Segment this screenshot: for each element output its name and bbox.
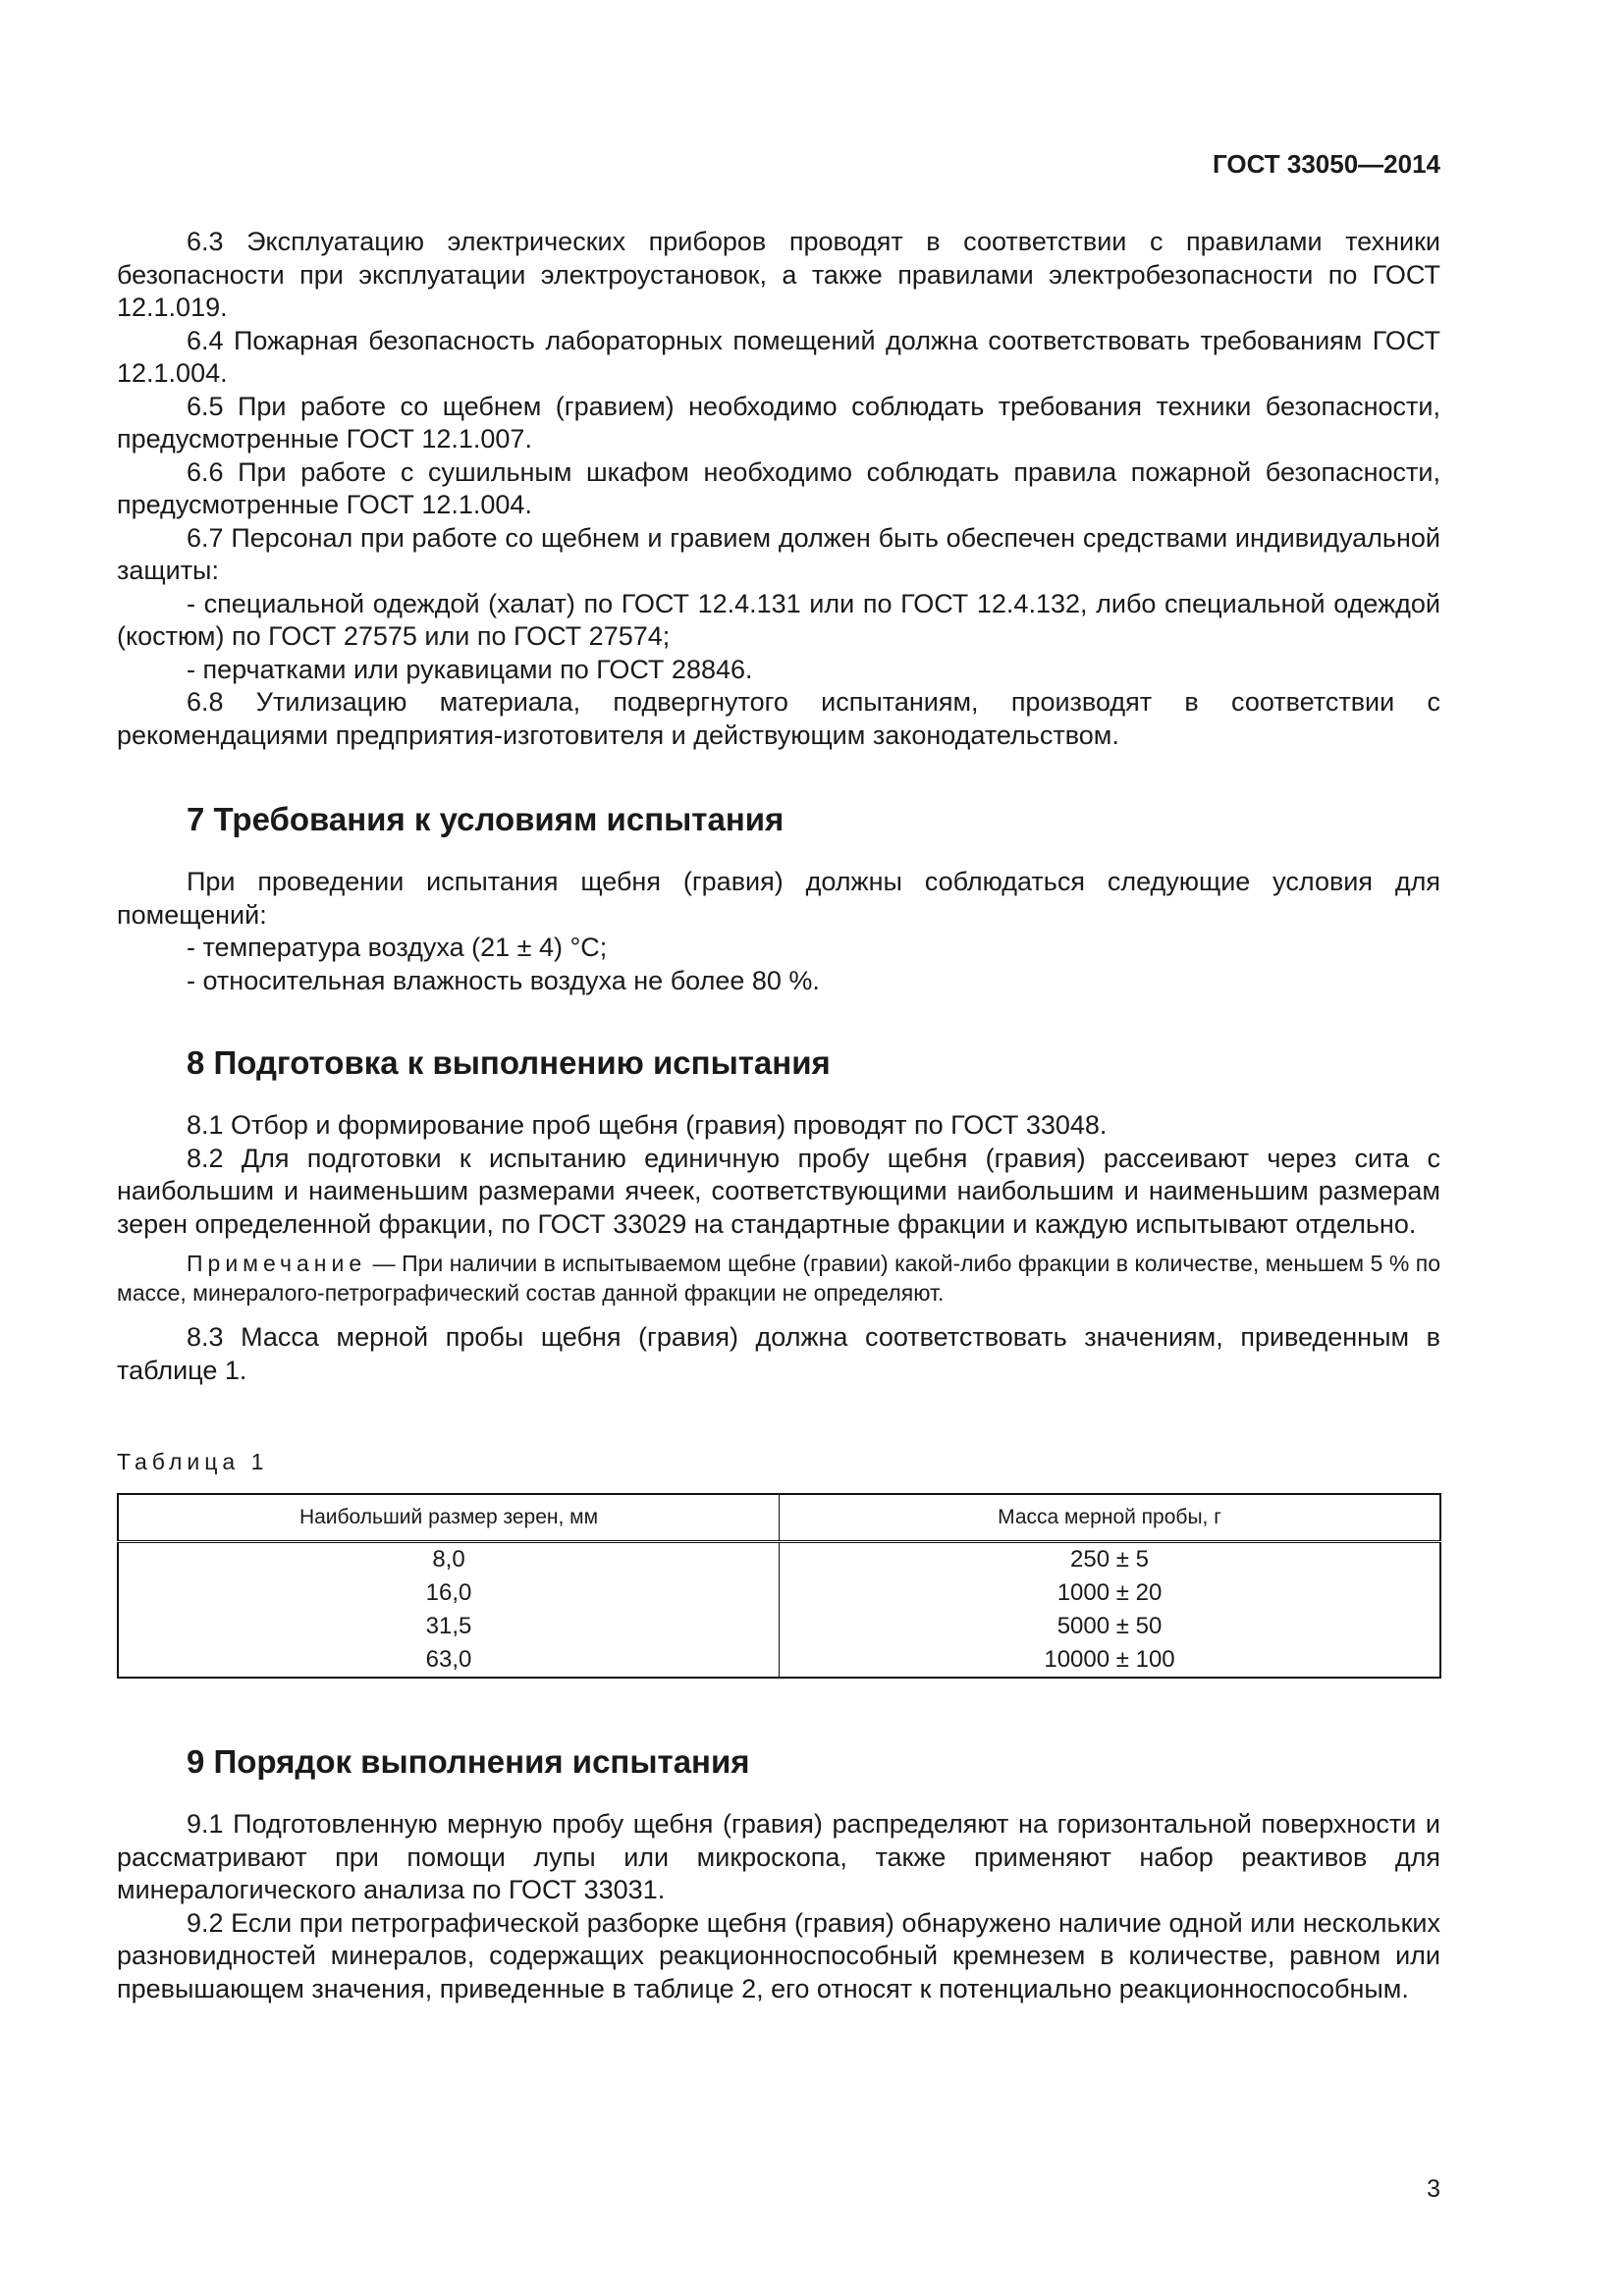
table-body-row [118, 1542, 1440, 1679]
note [117, 1249, 1440, 1308]
paragraph-6-5: 6.5 При работе со щебнем (гравием) необходимо соблюдать требования техники безопасности, предусмотренные ГОСТ 12.1.007. [117, 391, 1440, 454]
condition-humidity: - относительная влажность воздуха не более 80 %. [187, 965, 820, 995]
paragraph-6-4: 6.4 Пожарная безопасность лабораторных помещений должна соответствовать требованиям ГОСТ 12.1.004. [117, 325, 1440, 388]
table-cell-mass: 5000 ± 50 [1056, 1613, 1163, 1639]
table-1-caption: Таблица 1 [117, 1449, 269, 1474]
paragraph-6-7: 6.7 Персонал при работе со щебнем и гравием должен быть обеспечен средствами индивидуальной защиты: [117, 522, 1440, 585]
table-header-row [118, 1494, 1440, 1542]
list-item-gloves: - перчатками или рукавицами по ГОСТ 28846. [187, 654, 753, 684]
section-8-body [117, 1109, 1440, 1387]
section-9-heading: 9 Порядок выполнения испытания [187, 1743, 750, 1780]
section-7-heading: 7 Требования к условиям испытания [187, 801, 785, 837]
table-cell-size: 8,0 [432, 1546, 465, 1573]
list-item-clothing: - специальной одеждой (халат) по ГОСТ 12.4.131 или по ГОСТ 12.4.132, либо специальной одеждой (костюм) по ГОСТ 27575 или по ГОСТ 27574; [117, 588, 1440, 651]
table-cell-mass: 250 ± 5 [1070, 1546, 1149, 1573]
section-9-body [117, 1808, 1440, 2005]
document-id-header: ГОСТ 33050—2014 [1213, 149, 1440, 179]
paragraph-6-3: 6.3 Эксплуатацию электрических приборов проводят в соответствии с правилами техники безопасности при эксплуатации электроустановок, а также правилами электробезопасности по ГОСТ 12.1.019. [117, 227, 1440, 322]
table-cell-mass: 1000 ± 20 [1056, 1579, 1163, 1606]
table-cell-size: 31,5 [425, 1613, 472, 1639]
paragraph-8-1: 8.1 Отбор и формирование проб щебня (гравия) проводят по ГОСТ 33048. [187, 1110, 1108, 1140]
note-label: Примечание [187, 1251, 367, 1276]
grain-size-column [118, 1542, 780, 1679]
paragraph-6-8: 6.8 Утилизацию материала, подвергнутого испытаниям, производят в соответствии с рекомендациями предприятия-изготовителя и действующим законодательством. [117, 687, 1440, 750]
note-text: — При наличии в испытываемом щебне (гравии) какой-либо фракции в количестве, меньшем 5 % по массе, минералого-петрографический состав данной фракции не определяют. [117, 1251, 1440, 1306]
paragraph-8-2: 8.2 Для подготовки к испытанию единичную пробу щебня (гравия) рассеивают через сита с наибольшим и наименьшим размерами ячеек, соответствующими наибольшим и наименьшим размерам зерен определенной фракции, по ГОСТ 33029 на стандартные фракции и каждую испытывают отдельно. [117, 1143, 1440, 1239]
paragraph-8-3: 8.3 Масса мерной пробы щебня (гравия) должна соответствовать значениям, приведенным в таблице 1. [117, 1322, 1440, 1385]
section-7-intro: При проведении испытания щебня (гравия) должны соблюдаться следующие условия для помещений: [117, 867, 1440, 930]
table-cell-size: 63,0 [425, 1646, 472, 1673]
page-number: 3 [1427, 2175, 1440, 2203]
column-header-sample-mass: Масса мерной пробы, г [780, 1494, 1441, 1542]
table-cell-size: 16,0 [425, 1579, 472, 1606]
column-header-grain-size: Наибольший размер зерен, мм [118, 1494, 780, 1542]
section-8-heading: 8 Подготовка к выполнению испытания [187, 1044, 831, 1081]
section-7-body [117, 866, 1440, 997]
section-6-body [117, 226, 1440, 752]
table-cell-mass: 10000 ± 100 [1044, 1646, 1175, 1673]
condition-temperature: - температура воздуха (21 ± 4) °С; [187, 933, 608, 962]
paragraph-6-6: 6.6 При работе с сушильным шкафом необходимо соблюдать правила пожарной безопасности, предусмотренные ГОСТ 12.1.004. [117, 456, 1440, 519]
sample-mass-column [780, 1542, 1441, 1679]
paragraph-9-2: 9.2 Если при петрографической разборке щебня (гравия) обнаружено наличие одной или нескольких разновидностей минералов, содержащих реакционноспособный кремнезем в количестве, равном или превышающем значения, приведенные в таблице 2, его относят к потенциально реакционноспособным. [117, 1907, 1440, 2003]
table-1 [117, 1493, 1441, 1679]
paragraph-9-1: 9.1 Подготовленную мерную пробу щебня (гравия) распределяют на горизонтальной поверхности и рассматривают при помощи лупы или микроскопа, также применяют набор реактивов для минералогического анализа по ГОСТ 33031. [117, 1809, 1440, 1904]
